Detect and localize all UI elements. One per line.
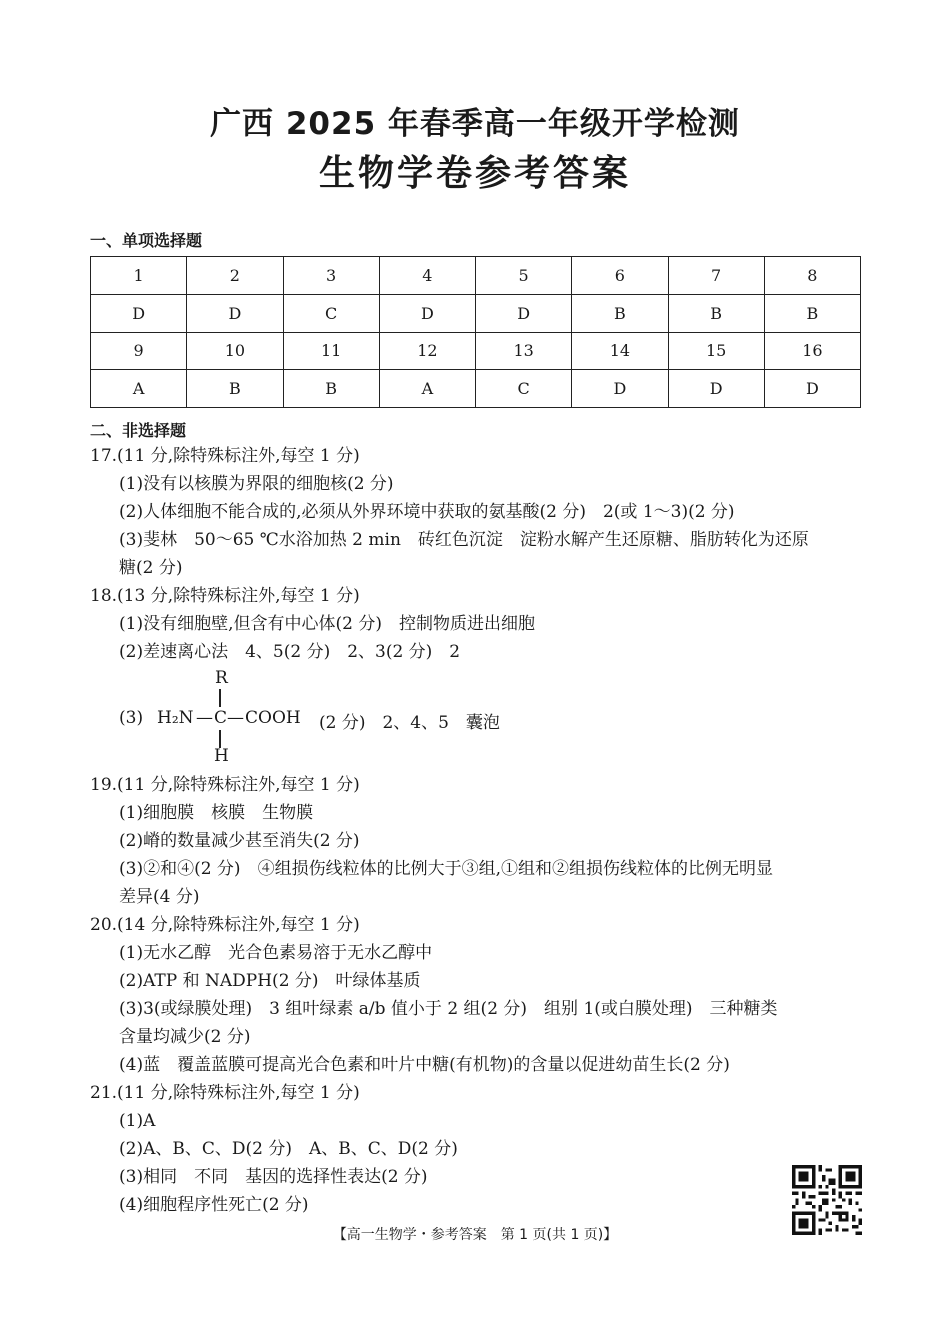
table-cell: 2 bbox=[187, 257, 283, 295]
table-cell: 12 bbox=[379, 332, 475, 370]
table-cell: 10 bbox=[187, 332, 283, 370]
table-cell: 15 bbox=[668, 332, 764, 370]
q18-part1: (1)没有细胞壁,但含有中心体(2 分) 控制物质进出细胞 bbox=[119, 614, 535, 634]
table-cell: D bbox=[476, 294, 572, 332]
title-line-1: 广西 2025 年春季高一年级开学检测 bbox=[210, 106, 740, 142]
table-cell: D bbox=[379, 294, 475, 332]
table-cell: D bbox=[764, 370, 860, 408]
q21-part2: (2)A、B、C、D(2 分) A、B、C、D(2 分) bbox=[119, 1139, 458, 1159]
formula-hydrogen: H bbox=[214, 746, 229, 766]
q17-part3a: (3)斐林 50～65 ℃水浴加热 2 min 砖红色沉淀 淀粉水解产生还原糖、脂肪转化为还原 bbox=[119, 530, 809, 550]
table-cell: A bbox=[91, 370, 187, 408]
table-cell: 6 bbox=[572, 257, 668, 295]
section-heading-choice: 一、单项选择题 bbox=[90, 231, 203, 250]
q20-part4: (4)蓝 覆盖蓝膜可提高光合色素和叶片中糖(有机物)的含量以促进幼苗生长(2 分) bbox=[119, 1055, 730, 1075]
q17-part3b: 糖(2 分) bbox=[119, 558, 183, 578]
q19-heading: 19.(11 分,除特殊标注外,每空 1 分) bbox=[90, 775, 360, 795]
formula-r-group: R bbox=[215, 668, 228, 688]
table-cell: B bbox=[764, 294, 860, 332]
table-cell: 5 bbox=[476, 257, 572, 295]
formula-bond-top bbox=[219, 689, 221, 707]
q20-part3b: 含量均减少(2 分) bbox=[119, 1027, 251, 1047]
table-cell: 1 bbox=[91, 257, 187, 295]
table-cell: 3 bbox=[283, 257, 379, 295]
q17-part2: (2)人体细胞不能合成的,必须从外界环境中获取的氨基酸(2 分) 2(或 1～3)(2 分) bbox=[119, 502, 735, 522]
table-row bbox=[91, 332, 861, 370]
table-cell: B bbox=[283, 370, 379, 408]
table-cell: B bbox=[187, 370, 283, 408]
table-cell: D bbox=[668, 370, 764, 408]
q18-heading: 18.(13 分,除特殊标注外,每空 1 分) bbox=[90, 586, 360, 606]
table-cell: D bbox=[572, 370, 668, 408]
q18-part3-label: (3) bbox=[119, 708, 144, 728]
q19-part3b: 差异(4 分) bbox=[119, 887, 200, 907]
table-row bbox=[91, 257, 861, 295]
section-heading-nonchoice: 二、非选择题 bbox=[90, 421, 187, 440]
title-line-2: 生物学卷参考答案 bbox=[318, 153, 631, 194]
table-cell: 7 bbox=[668, 257, 764, 295]
table-cell: 9 bbox=[91, 332, 187, 370]
table-cell: 11 bbox=[283, 332, 379, 370]
q20-part1: (1)无水乙醇 光合色素易溶于无水乙醇中 bbox=[119, 943, 433, 963]
q19-part1: (1)细胞膜 核膜 生物膜 bbox=[119, 803, 314, 823]
table-cell: 14 bbox=[572, 332, 668, 370]
table-cell: 13 bbox=[476, 332, 572, 370]
table-cell: C bbox=[476, 370, 572, 408]
table-cell: 16 bbox=[764, 332, 860, 370]
q21-part4: (4)细胞程序性死亡(2 分) bbox=[119, 1195, 309, 1215]
q19-part2: (2)嵴的数量减少甚至消失(2 分) bbox=[119, 831, 360, 851]
formula-amino-group: H₂N bbox=[157, 708, 194, 728]
page-footer: 【高一生物学・参考答案 第 1 页(共 1 页)】 bbox=[332, 1227, 618, 1243]
q21-heading: 21.(11 分,除特殊标注外,每空 1 分) bbox=[90, 1083, 360, 1103]
q20-part2: (2)ATP 和 NADPH(2 分) 叶绿体基质 bbox=[119, 971, 421, 991]
q20-part3a: (3)3(或绿膜处理) 3 组叶绿素 a/b 值小于 2 组(2 分) 组别 1(或白膜处理) 三种糖类 bbox=[119, 999, 778, 1019]
q18-part2: (2)差速离心法 4、5(2 分) 2、3(2 分) 2 bbox=[119, 642, 461, 662]
q21-part3: (3)相同 不同 基因的选择性表达(2 分) bbox=[119, 1167, 428, 1187]
amino-acid-formula: (3) R H₂N — C — COOH (2 分) 2、4、5 囊泡 H bbox=[119, 668, 500, 766]
answer-table bbox=[90, 256, 861, 408]
formula-alpha-carbon: C bbox=[214, 708, 228, 728]
q17-heading: 17.(11 分,除特殊标注外,每空 1 分) bbox=[90, 446, 360, 466]
q20-heading: 20.(14 分,除特殊标注外,每空 1 分) bbox=[90, 915, 360, 935]
table-cell: C bbox=[283, 294, 379, 332]
formula-carboxyl-group: COOH bbox=[245, 708, 301, 728]
table-row bbox=[91, 370, 861, 408]
table-cell: D bbox=[187, 294, 283, 332]
q18-part3-rest: (2 分) 2、4、5 囊泡 bbox=[319, 713, 500, 733]
table-cell: D bbox=[91, 294, 187, 332]
q17-part1: (1)没有以核膜为界限的细胞核(2 分) bbox=[119, 474, 394, 494]
q19-part3a: (3)②和④(2 分) ④组损伤线粒体的比例大于③组,①组和②组损伤线粒体的比例无明显 bbox=[119, 859, 773, 879]
table-cell: 8 bbox=[764, 257, 860, 295]
table-cell: B bbox=[668, 294, 764, 332]
table-cell: A bbox=[379, 370, 475, 408]
table-cell: B bbox=[572, 294, 668, 332]
table-row bbox=[91, 294, 861, 332]
table-cell: 4 bbox=[379, 257, 475, 295]
q21-part1: (1)A bbox=[119, 1111, 156, 1131]
